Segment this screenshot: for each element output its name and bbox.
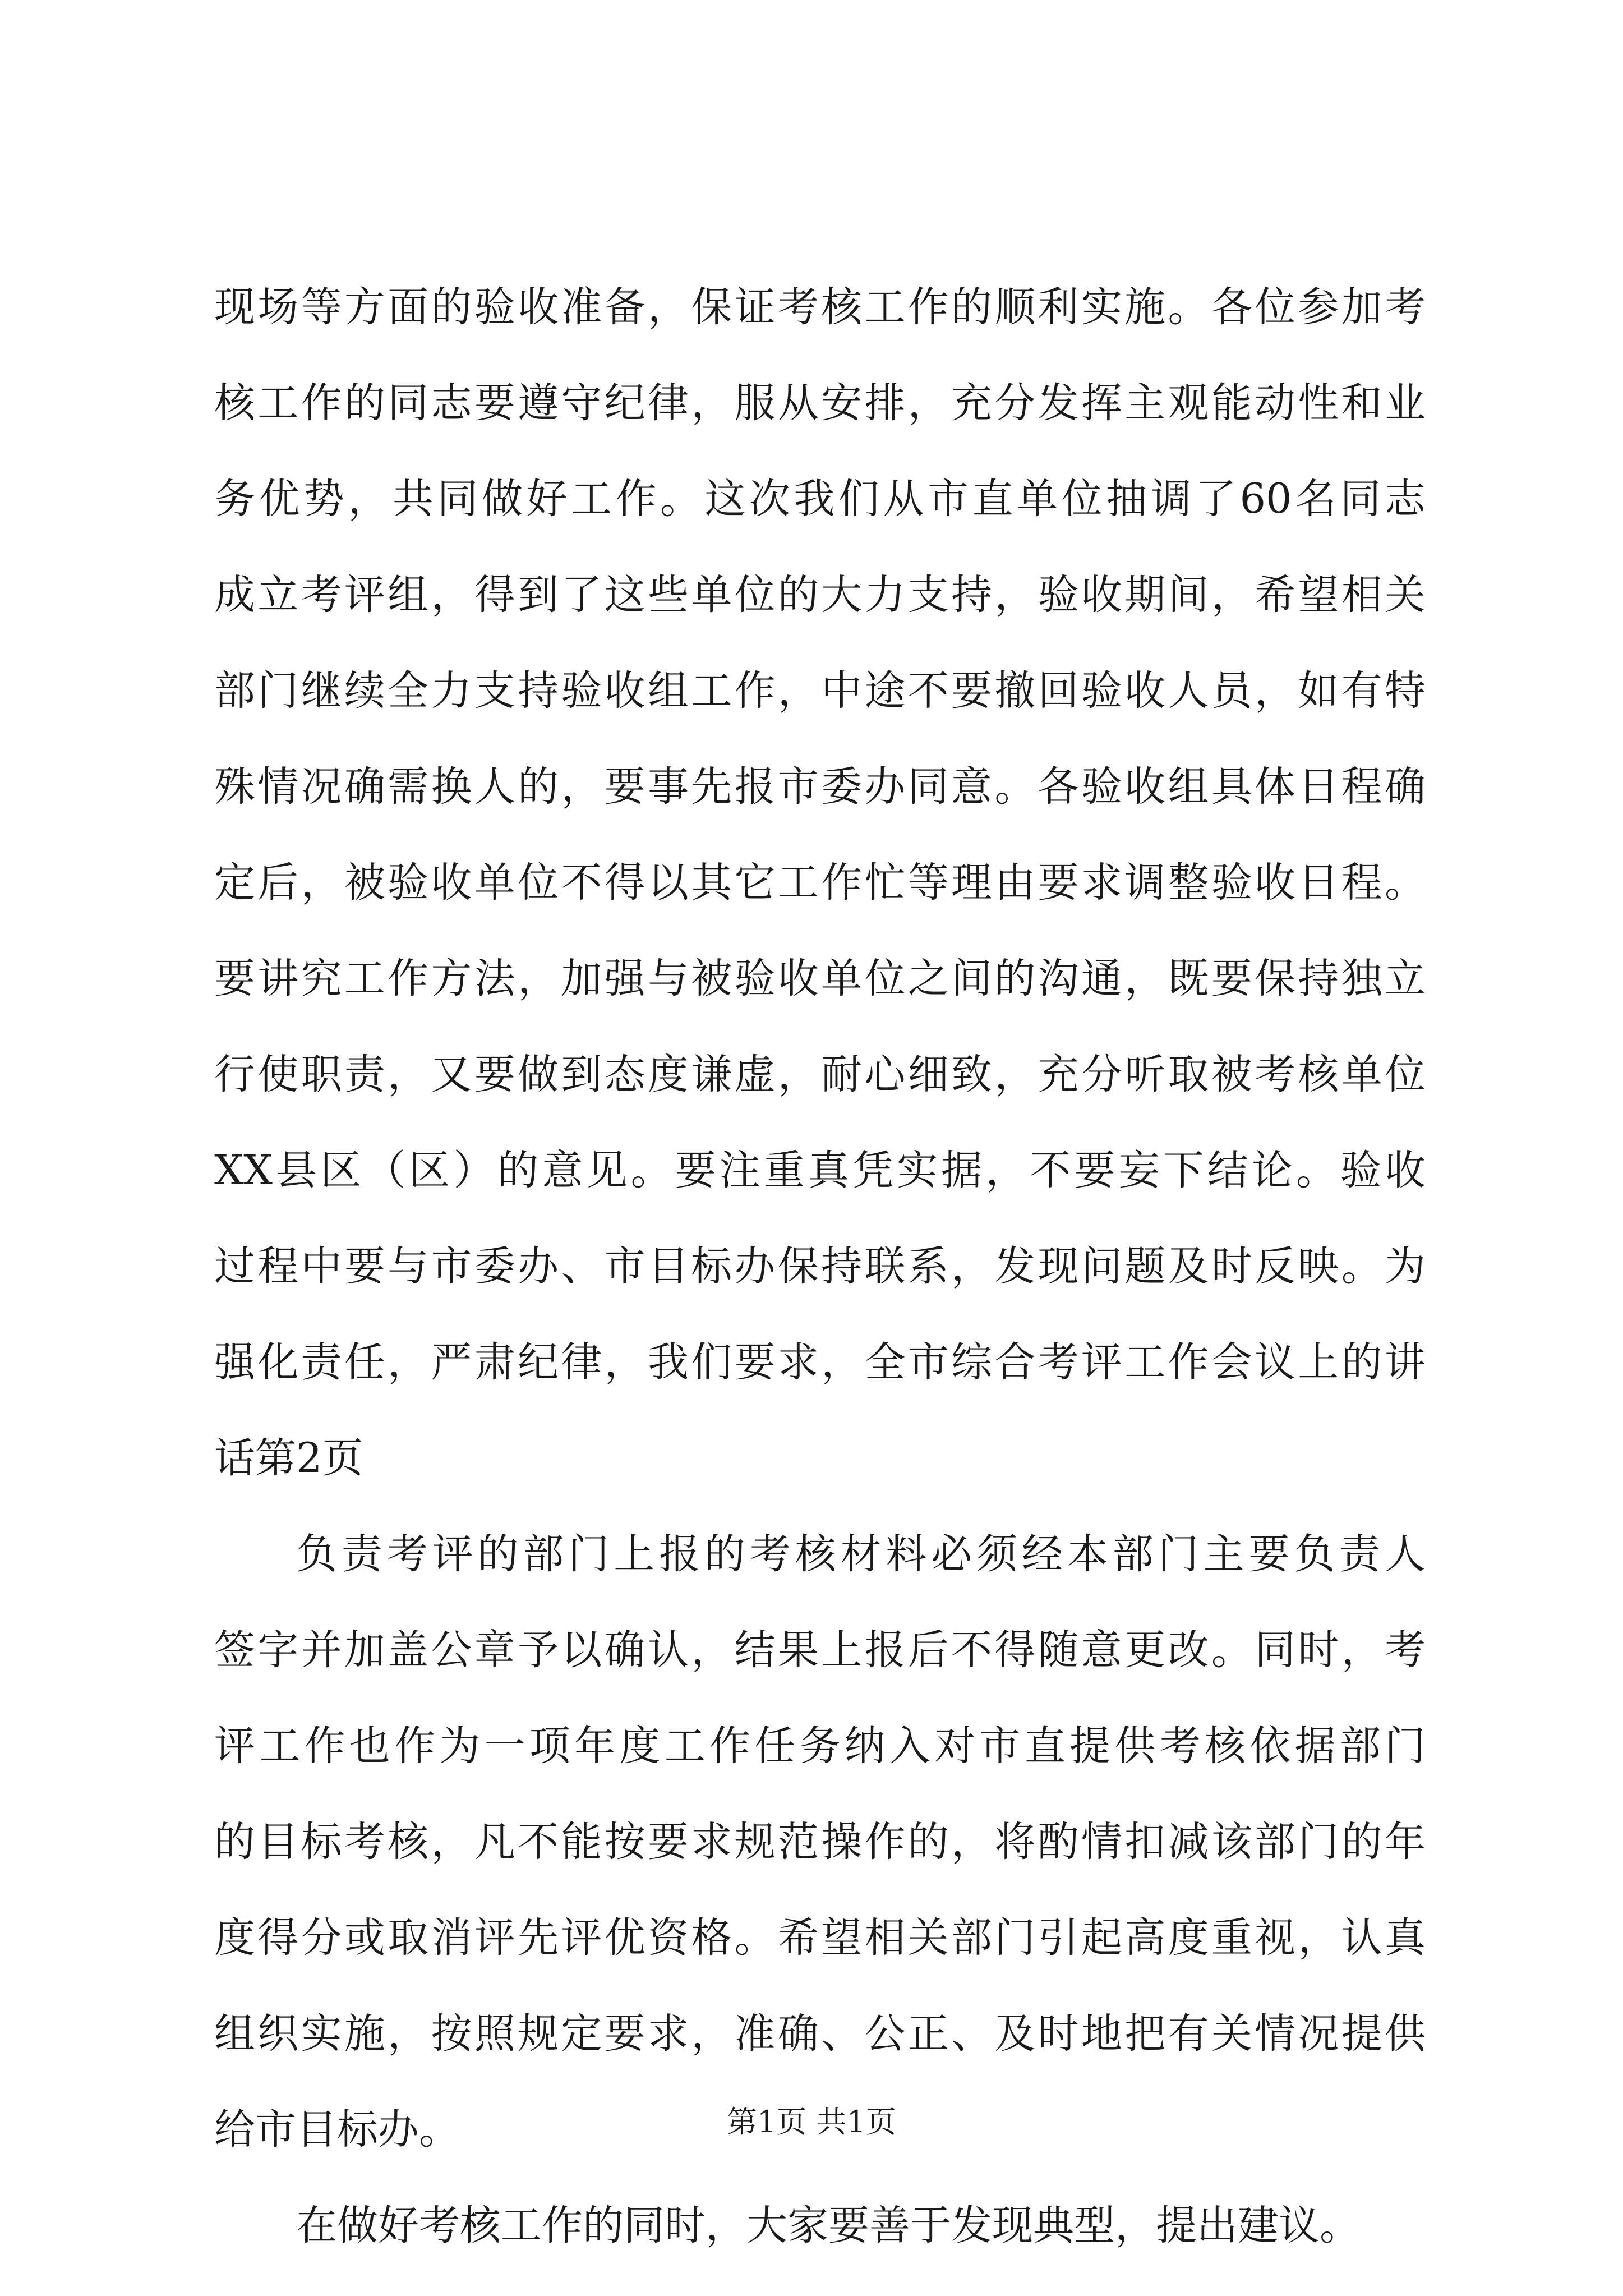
page-footer: 第1页 共1页 <box>727 2104 896 2139</box>
text-line: 评工作也作为一项年度工作任务纳入对市直提供考核依据部门 <box>214 1722 1426 1770</box>
text-line: 签字并加盖公章予以确认，结果上报后不得随意更改。同时，考 <box>214 1626 1426 1674</box>
text-line: 成立考评组，得到了这些单位的大力支持，验收期间，希望相关 <box>214 571 1426 619</box>
paragraph <box>214 2178 1426 2274</box>
text-line: 组织实施，按照规定要求，准确、公正、及时地把有关情况提供 <box>214 2010 1426 2058</box>
text-line: 在做好考核工作的同时，大家要善于发现典型，提出建议。 <box>296 2202 1361 2249</box>
text-line: 给市目标办。 <box>214 2106 460 2154</box>
text-line: 的目标考核，凡不能按要求规范操作的，将酌情扣减该部门的年 <box>214 1818 1426 1866</box>
text-line: 过程中要与市委办、市目标办保持联系，发现问题及时反映。为 <box>214 1243 1426 1290</box>
text-line: 话第2页 <box>214 1434 363 1482</box>
text-line: 部门继续全力支持验收组工作，中途不要撤回验收人员，如有特 <box>214 667 1426 715</box>
text-line: XX县区（区）的意见。要注重真凭实据，不要妄下结论。验收 <box>214 1147 1426 1194</box>
text-line: 度得分或取消评先评优资格。希望相关部门引起高度重视，认真 <box>214 1914 1426 1962</box>
text-line: 核工作的同志要遵守纪律，服从安排，充分发挥主观能动性和业 <box>214 379 1426 427</box>
text-line: 务优势，共同做好工作。这次我们从市直单位抽调了60名同志 <box>214 475 1426 523</box>
paragraph <box>214 1506 1426 2178</box>
paragraph <box>214 259 1426 1506</box>
text-line: 定后，被验收单位不得以其它工作忙等理由要求调整验收日程。 <box>214 859 1426 907</box>
text-line: 现场等方面的验收准备，保证考核工作的顺利实施。各位参加考 <box>214 283 1426 331</box>
text-line: 行使职责，又要做到态度谦虚，耐心细致，充分听取被考核单位 <box>214 1051 1426 1098</box>
text-line: 殊情况确需换人的，要事先报市委办同意。各验收组具体日程确 <box>214 763 1426 811</box>
text-line: 要讲究工作方法，加强与被验收单位之间的沟通，既要保持独立 <box>214 955 1426 1002</box>
text-line: 强化责任，严肃纪律，我们要求，全市综合考评工作会议上的讲 <box>214 1338 1426 1386</box>
document-body <box>214 259 1426 2274</box>
text-line: 负责考评的部门上报的考核材料必须经本部门主要负责人 <box>296 1530 1426 1578</box>
